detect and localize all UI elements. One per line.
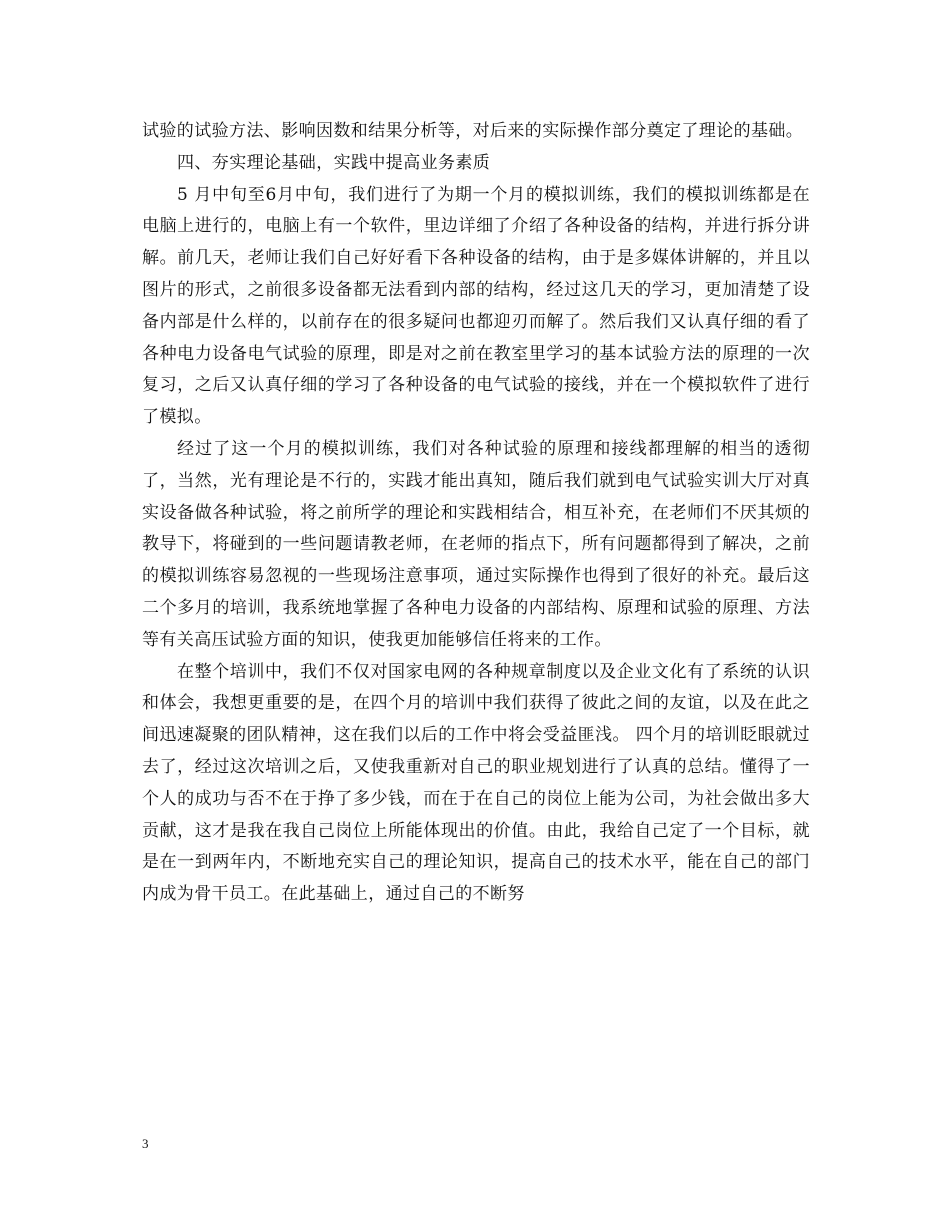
paragraph-3: 经过了这一个月的模拟训练，我们对各种试验的原理和接线都理解的相当的透彻了，当然，光有理论是不行的，实践才能出真知，随后我们就到电气试验实训大厅对真实设备做各种试验，将之前所学的理论和实践相结合，相互补充，在老师们不厌其烦的教导下，将碰到的一些问题请教老师，在老师的指点下，所有问题都得到了解决，之前的模拟训练容易忽视的一些现场注意事项，通过实际操作也得到了很好的补充。最后这二个多月的培训，我系统地掌握了各种电力设备的内部结构、原理和试验的原理、方法等有关高压试验方面的知识，使我更加能够信任将来的工作。 bbox=[142, 438, 810, 650]
paragraph-1: 试验的试验方法、影响因数和结果分析等，对后来的实际操作部分奠定了理论的基础。 bbox=[142, 121, 804, 141]
section-heading: 四、夯实理论基础，实践中提高业务素质 bbox=[177, 152, 491, 173]
paragraph-4: 在整个培训中，我们不仅对国家电网的各种规章制度以及企业文化有了系统的认识和体会，我想更重要的是，在四个月的培训中我们获得了彼此之间的友谊，以及在此之间迅速凝聚的团队精神，这在我们以后的工作中将会受益匪浅。 四个月的培训眨眼就过去了，经过这次培训之后，又使我重新对自己的职业规划进行了认真的总结。懂得了一个人的成功与否不在于挣了多少钱，而在于在自己的岗位上能为公司，为社会做出多大贡献，这才是我在我自己岗位上所能体现出的价值。由此，我给自己定了一个目标，就是在一到两年内，不断地充实自己的理论知识，提高自己的技术水平，能在自己的部门内成为骨干员工。在此基础上，通过自己的不断努 bbox=[142, 661, 810, 905]
body-text bbox=[142, 116, 810, 911]
paragraph-2: 5 月中旬至6月中旬，我们进行了为期一个月的模拟训练，我们的模拟训练都是在电脑上进行的，电脑上有一个软件，里边详细了介绍了各种设备的结构，并进行拆分讲解。前几天，老师让我们自己好好看下各种设备的结构，由于是多媒体讲解的，并且以图片的形式，之前很多设备都无法看到内部的结构，经过这几天的学习，更加清楚了设备内部是什么样的，以前存在的很多疑问也都迎刃而解了。然后我们又认真仔细的看了各种电力设备电气试验的原理，即是对之前在教室里学习的基本试验方法的原理的一次复习，之后又认真仔细的学习了各种设备的电气试验的接线，并在一个模拟软件了进行了模拟。 bbox=[142, 184, 810, 428]
page-number: 3 bbox=[142, 1136, 149, 1151]
